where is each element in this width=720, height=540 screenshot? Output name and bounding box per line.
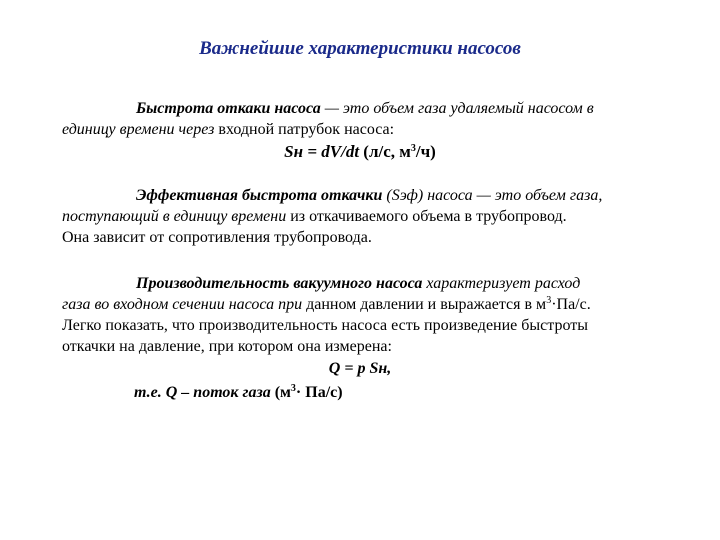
formula-expression: Sн = dV/dt <box>284 142 360 161</box>
formula-throughput: Q = p Sн, <box>328 360 392 377</box>
definition-text: поступающий в единицу времени <box>62 208 291 225</box>
definition-text: входной патрубок насоса: <box>218 121 395 138</box>
formula-throughput-units <box>134 382 634 403</box>
paragraph-line <box>62 98 672 119</box>
paragraph-line <box>62 206 672 227</box>
formula-pumping-speed <box>0 142 720 162</box>
formula-units-exponent: 3 <box>410 143 416 154</box>
formula-units: (м <box>274 384 291 401</box>
definition-text: (Sэф) насоса — это объем газа, <box>382 187 603 204</box>
paragraph-line <box>62 185 672 206</box>
slide-title: Важнейшие характеристики насосов <box>199 38 521 59</box>
paragraph-line <box>62 294 672 315</box>
term-pumping-speed: Быстрота откаки насоса <box>136 100 321 117</box>
definition-text: газа во входном сечении насоса при <box>62 296 307 313</box>
definition-text: характеризует расход <box>422 275 581 292</box>
formula-explanation: т.е. Q – поток газа <box>134 384 275 401</box>
definition-text: из откачиваемого объема в трубопровод. <box>290 208 567 225</box>
term-throughput: Производительность вакуумного насоса <box>136 275 423 292</box>
paragraph-line <box>62 119 672 140</box>
formula-units-exponent: 3 <box>290 383 296 394</box>
paragraph-line: Легко показать, что производительность насоса есть произведение быстроты <box>62 317 588 334</box>
formula-units: /ч) <box>415 142 436 161</box>
definition-text: ·Па/с. <box>551 296 591 313</box>
definition-text: данном давлении и выражается в м <box>306 296 547 313</box>
definition-text: — это объем газа удаляемый насосом в <box>320 100 594 117</box>
units-exponent: 3 <box>546 295 552 306</box>
paragraph-line <box>134 382 634 403</box>
definition-text: единицу времени через <box>62 121 219 138</box>
formula-units: (л/с, м <box>359 142 411 161</box>
paragraph-line: Она зависит от сопротивления трубопровода. <box>62 229 372 246</box>
formula-units: · Па/с) <box>295 384 343 401</box>
term-effective-speed: Эффективная быстрота откачки <box>136 187 383 204</box>
paragraph-effective-speed <box>62 185 672 248</box>
paragraph-pumping-speed <box>62 98 672 140</box>
paragraph-line: откачки на давление, при котором она измерена: <box>62 338 392 355</box>
paragraph-line <box>62 273 672 294</box>
paragraph-throughput <box>62 273 672 357</box>
